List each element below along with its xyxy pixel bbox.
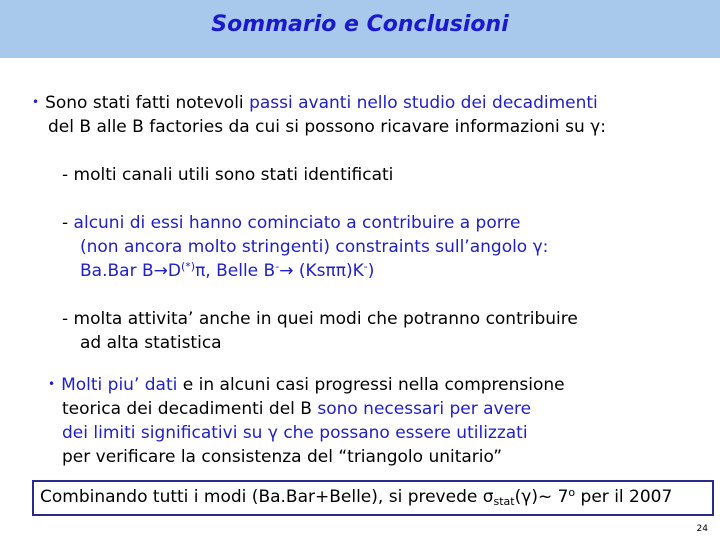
bullet-marker: •	[48, 377, 56, 391]
slide-title: Sommario e Conclusioni	[211, 12, 509, 37]
sub2-text1: alcuni di essi hanno cominciato a contribuire a porre	[73, 213, 521, 233]
sub2-l3-a: Ba.Bar B	[80, 261, 154, 281]
sub2-l3-sup2: -	[275, 260, 280, 273]
arrow-icon: →	[279, 261, 294, 281]
sub2-l3-c: π, Belle B	[195, 261, 276, 281]
bullet2-l2-b: sono necessari per avere	[317, 399, 532, 419]
sub3-line2: ad alta statistica	[80, 333, 222, 353]
sub2-l3-b: D	[167, 261, 181, 281]
bullet2-text-b: e in alcuni casi progressi nella comprensione	[177, 375, 565, 395]
bullet2-line1	[48, 374, 565, 397]
conclusion-c: per il 2007	[575, 487, 673, 507]
bullet1-text-a: Sono stati fatti notevoli	[45, 93, 250, 113]
sub2-l3-sup3: -	[363, 260, 368, 273]
bullet2-line3: dei limiti significativi su γ che possano essere utilizzati	[62, 423, 528, 443]
bullet2-line4: per verificare la consistenza del “triangolo unitario”	[62, 447, 503, 467]
bullet2-text-a: Molti piu’ dati	[61, 375, 178, 395]
sub2-dash: -	[62, 213, 74, 233]
conclusion-a: Combinando tutti i modi (Ba.Bar+Belle), si prevede σ	[40, 487, 494, 507]
bullet2-l2-a: teorica dei decadimenti del B	[62, 399, 318, 419]
sub2-l3-d: (Ksππ)K	[293, 261, 364, 281]
sub2-l3-sup: (*)	[180, 260, 196, 273]
conclusion-b: (γ)~ 7	[514, 487, 569, 507]
sub1-line: - molti canali utili sono stati identificati	[62, 165, 394, 185]
sub2-line2: (non ancora molto stringenti) constraints sull’angolo γ:	[80, 237, 549, 257]
sub2-line1	[62, 212, 521, 234]
bullet1-line1	[32, 92, 598, 115]
sub2-l3-e: )	[367, 261, 375, 281]
arrow-icon: →	[153, 261, 168, 281]
conclusion-sup: o	[568, 486, 576, 499]
bullet1-line2: del B alle B factories da cui si possono ricavare informazioni su γ:	[48, 117, 606, 137]
conclusion-sub: stat	[493, 495, 515, 508]
page-number: 24	[696, 524, 708, 534]
conclusion-box	[32, 480, 714, 516]
sub2-line3	[80, 260, 374, 284]
bullet1-text-b: passi avanti nello studio dei decadimenti	[249, 93, 598, 113]
sub3-line1: - molta attivita’ anche in quei modi che potranno contribuire	[62, 309, 578, 329]
bullet-marker: •	[32, 95, 40, 109]
bullet2-line2	[62, 398, 531, 420]
conclusion-text	[40, 487, 672, 507]
